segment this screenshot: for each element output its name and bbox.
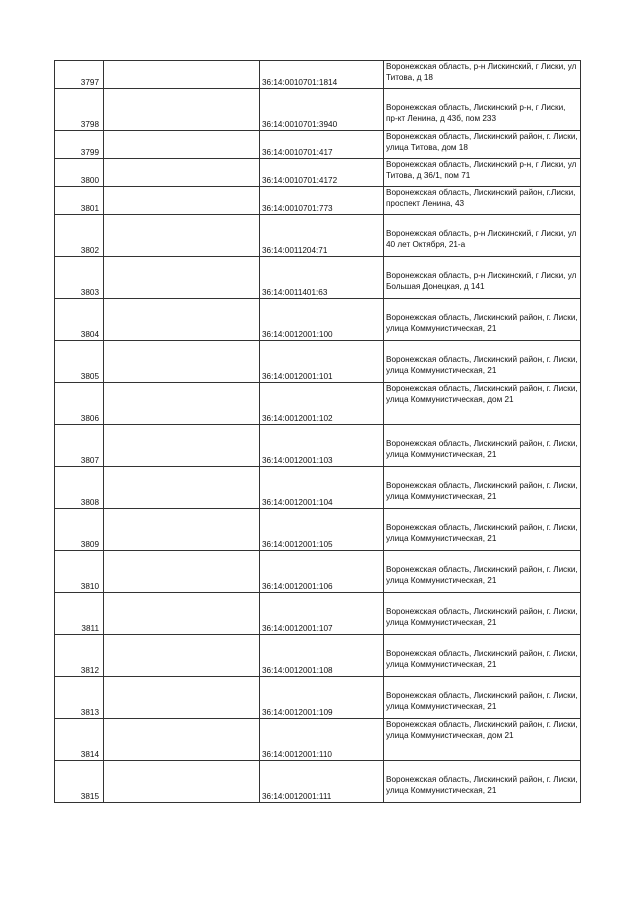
- cadastral-number: 36:14:0012001:100: [260, 299, 384, 341]
- address-cell: Воронежская область, Лискинский район, г. Лиски, улица Титова, дом 18: [384, 131, 581, 159]
- table-row: [55, 383, 581, 425]
- row-number: 3809: [55, 509, 104, 551]
- address-cell: Воронежская область, Лискинский район, г. Лиски, улица Коммунистическая, дом 21: [384, 719, 581, 761]
- address-cell: Воронежская область, р-н Лискинский, г Лиски, ул Большая Донецкая, д 141: [384, 257, 581, 299]
- row-number: 3813: [55, 677, 104, 719]
- cadastral-number: 36:14:0012001:105: [260, 509, 384, 551]
- empty-cell: [104, 551, 260, 593]
- table-row: [55, 215, 581, 257]
- table-row: [55, 425, 581, 467]
- cadastral-number: 36:14:0010701:1814: [260, 61, 384, 89]
- cadastral-number: 36:14:0012001:111: [260, 761, 384, 803]
- address-cell: Воронежская область, Лискинский район, г. Лиски, улица Коммунистическая, 21: [384, 677, 581, 719]
- cadastral-number: 36:14:0010701:773: [260, 187, 384, 215]
- empty-cell: [104, 635, 260, 677]
- empty-cell: [104, 425, 260, 467]
- table-row: [55, 299, 581, 341]
- row-number: 3803: [55, 257, 104, 299]
- table-row: [55, 551, 581, 593]
- row-number: 3797: [55, 61, 104, 89]
- cadastral-number: 36:14:0012001:103: [260, 425, 384, 467]
- empty-cell: [104, 131, 260, 159]
- row-number: 3804: [55, 299, 104, 341]
- table-row: [55, 593, 581, 635]
- address-cell: Воронежская область, Лискинский район, г. Лиски, улица Коммунистическая, 21: [384, 299, 581, 341]
- empty-cell: [104, 719, 260, 761]
- row-number: 3810: [55, 551, 104, 593]
- empty-cell: [104, 467, 260, 509]
- empty-cell: [104, 61, 260, 89]
- table-row: [55, 131, 581, 159]
- cadastral-number: 36:14:0012001:102: [260, 383, 384, 425]
- row-number: 3808: [55, 467, 104, 509]
- cadastral-number: 36:14:0012001:110: [260, 719, 384, 761]
- table-row: [55, 677, 581, 719]
- empty-cell: [104, 677, 260, 719]
- row-number: 3812: [55, 635, 104, 677]
- cadastral-number: 36:14:0012001:108: [260, 635, 384, 677]
- address-cell: Воронежская область, Лискинский район, г. Лиски, улица Коммунистическая, 21: [384, 509, 581, 551]
- row-number: 3805: [55, 341, 104, 383]
- cadastral-number: 36:14:0010701:3940: [260, 89, 384, 131]
- empty-cell: [104, 383, 260, 425]
- address-cell: Воронежская область, р-н Лискинский, г Лиски, ул Титова, д 18: [384, 61, 581, 89]
- row-number: 3799: [55, 131, 104, 159]
- address-cell: Воронежская область, р-н Лискинский, г Лиски, ул 40 лет Октября, 21-а: [384, 215, 581, 257]
- address-cell: Воронежская область, Лискинский район, г. Лиски, улица Коммунистическая, 21: [384, 551, 581, 593]
- empty-cell: [104, 187, 260, 215]
- cadastral-number: 36:14:0012001:104: [260, 467, 384, 509]
- empty-cell: [104, 761, 260, 803]
- address-cell: Воронежская область, Лискинский район, г. Лиски, улица Коммунистическая, 21: [384, 467, 581, 509]
- empty-cell: [104, 159, 260, 187]
- row-number: 3802: [55, 215, 104, 257]
- cadastral-number: 36:14:0010701:417: [260, 131, 384, 159]
- empty-cell: [104, 89, 260, 131]
- empty-cell: [104, 257, 260, 299]
- property-table-body: [55, 61, 581, 803]
- empty-cell: [104, 299, 260, 341]
- empty-cell: [104, 341, 260, 383]
- row-number: 3806: [55, 383, 104, 425]
- table-row: [55, 61, 581, 89]
- row-number: 3801: [55, 187, 104, 215]
- table-row: [55, 509, 581, 551]
- table-row: [55, 257, 581, 299]
- address-cell: Воронежская область, Лискинский район, г. Лиски, улица Коммунистическая, 21: [384, 761, 581, 803]
- empty-cell: [104, 593, 260, 635]
- cadastral-number: 36:14:0012001:101: [260, 341, 384, 383]
- table-row: [55, 761, 581, 803]
- cadastral-number: 36:14:0011204:71: [260, 215, 384, 257]
- cadastral-number: 36:14:0012001:107: [260, 593, 384, 635]
- row-number: 3814: [55, 719, 104, 761]
- table-row: [55, 89, 581, 131]
- cadastral-number: 36:14:0010701:4172: [260, 159, 384, 187]
- table-row: [55, 341, 581, 383]
- row-number: 3798: [55, 89, 104, 131]
- cadastral-number: 36:14:0012001:109: [260, 677, 384, 719]
- table-row: [55, 159, 581, 187]
- address-cell: Воронежская область, Лискинский р-н, г Лиски, ул Титова, д 36/1, пом 71: [384, 159, 581, 187]
- address-cell: Воронежская область, Лискинский район, г. Лиски, улица Коммунистическая, 21: [384, 593, 581, 635]
- row-number: 3811: [55, 593, 104, 635]
- property-table: [54, 60, 581, 803]
- address-cell: Воронежская область, Лискинский район, г. Лиски, улица Коммунистическая, 21: [384, 341, 581, 383]
- row-number: 3815: [55, 761, 104, 803]
- address-cell: Воронежская область, Лискинский район, г. Лиски, улица Коммунистическая, 21: [384, 635, 581, 677]
- table-row: [55, 467, 581, 509]
- row-number: 3807: [55, 425, 104, 467]
- address-cell: Воронежская область, Лискинский район, г. Лиски, улица Коммунистическая, 21: [384, 425, 581, 467]
- cadastral-number: 36:14:0011401:63: [260, 257, 384, 299]
- address-cell: Воронежская область, Лискинский район, г.Лиски, проспект Ленина, 43: [384, 187, 581, 215]
- address-cell: Воронежская область, Лискинский район, г. Лиски, улица Коммунистическая, дом 21: [384, 383, 581, 425]
- address-cell: Воронежская область, Лискинский р-н, г Лиски, пр-кт Ленина, д 43б, пом 233: [384, 89, 581, 131]
- table-row: [55, 719, 581, 761]
- cadastral-number: 36:14:0012001:106: [260, 551, 384, 593]
- table-row: [55, 635, 581, 677]
- empty-cell: [104, 215, 260, 257]
- empty-cell: [104, 509, 260, 551]
- row-number: 3800: [55, 159, 104, 187]
- table-row: [55, 187, 581, 215]
